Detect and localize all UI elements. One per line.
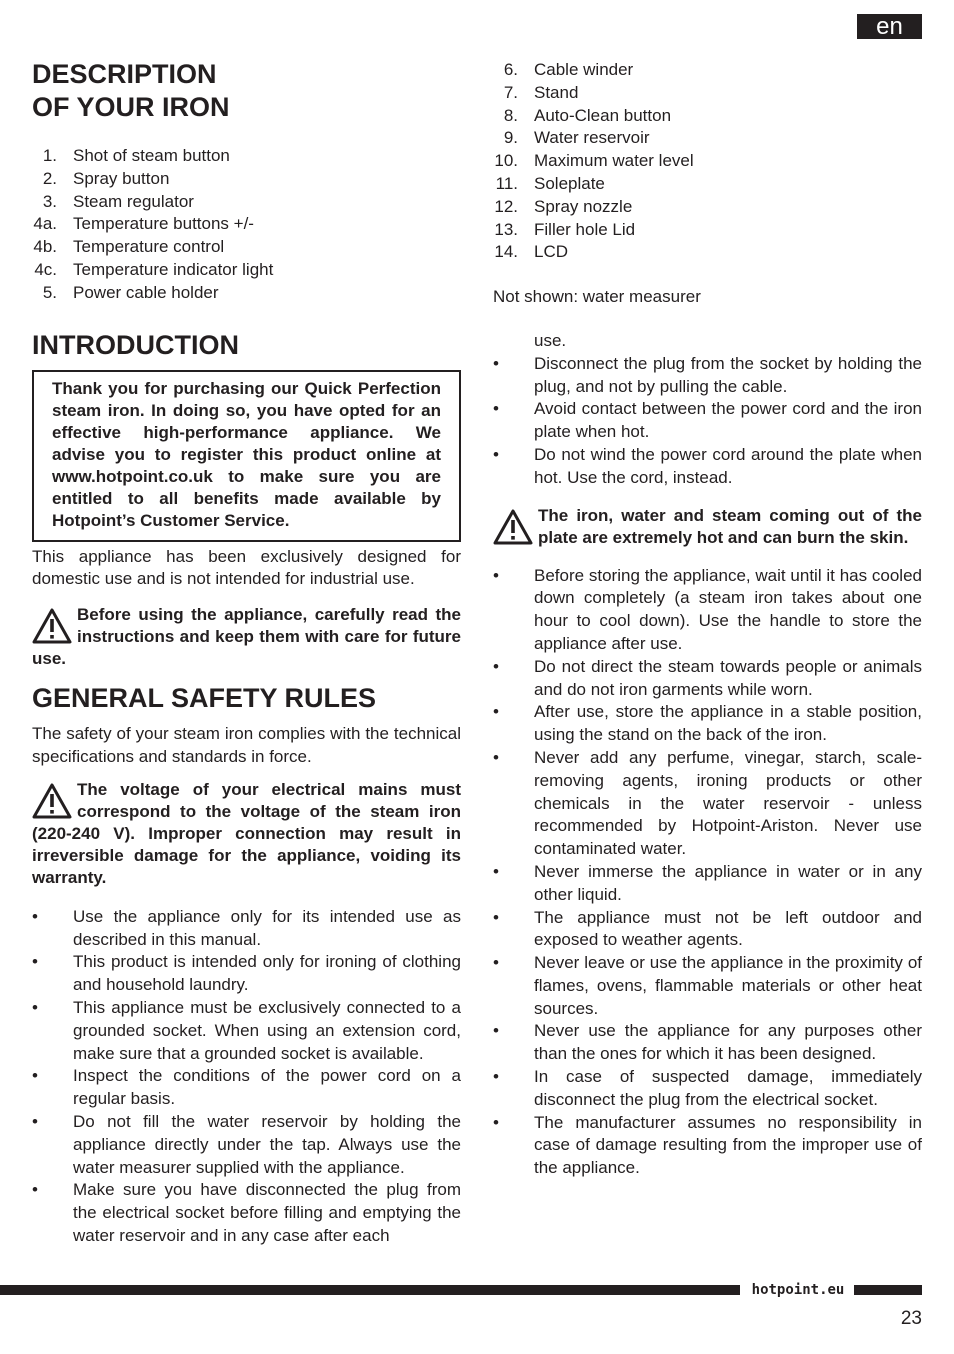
safety-bullet-item — [493, 701, 922, 747]
safety-bullets-right-a — [493, 353, 922, 490]
bullet-marker: • — [493, 861, 499, 881]
part-number: 13. — [494, 219, 518, 239]
part-number: 10. — [494, 151, 518, 171]
bullet-marker: • — [493, 907, 499, 927]
part-number: 2. — [42, 168, 57, 188]
footer-brand: hotpoint.eu — [751, 1282, 845, 1298]
safety-bullet-item — [32, 1179, 461, 1247]
bullet-text: Never leave or use the appliance in the proximity of flames, ovens, flammable materials or other heat sources. — [534, 953, 922, 1018]
bullet-text: Do not fill the water reservoir by holding the appliance directly under the tap. Always use the water measurer supplied with the appliance. — [73, 1111, 461, 1177]
part-label: Soleplate — [534, 173, 605, 193]
safety-bullet-item — [493, 1020, 922, 1066]
bullet-marker: • — [493, 1112, 499, 1132]
part-number: 1. — [42, 146, 57, 165]
warning-hot-text: The iron, water and steam coming out of the plate are extremely hot and can burn the skin. — [538, 505, 922, 547]
bullet-text: The appliance must not be left outdoor and exposed to weather agents. — [534, 907, 922, 950]
bullet-marker: • — [493, 353, 499, 373]
part-label: Cable winder — [534, 60, 634, 79]
bullet-marker: • — [493, 1021, 499, 1041]
part-number: 4b. — [33, 237, 57, 257]
left-column — [32, 0, 461, 1248]
part-number: 12. — [494, 196, 518, 216]
bullet-marker: • — [32, 1180, 38, 1200]
bullet-text: Before storing the appliance, wait until it has cooled down completely (a steam iron takes about one hour to cool down). Use the handle to store the appliance after use. — [534, 565, 922, 653]
part-list-item — [493, 173, 922, 196]
bullet-text: Do not wind the power cord around the plate when hot. Use the cord, instead. — [534, 444, 922, 487]
safety-bullet-item — [32, 951, 461, 997]
warning-triangle-icon — [32, 783, 72, 819]
part-label: Maximum water level — [534, 151, 694, 171]
part-list-item — [32, 282, 461, 305]
bullet-text: In case of suspected damage, immediately disconnect the plug from the electrical socket. — [534, 1067, 922, 1109]
description-title-line2: OF YOUR IRON — [32, 92, 230, 122]
safety-bullet-item — [493, 1066, 922, 1112]
safety-bullet-item — [493, 398, 922, 444]
part-list-item — [493, 241, 922, 264]
safety-bullet-item — [493, 444, 922, 490]
part-label: LCD — [534, 242, 569, 262]
part-label: Spray nozzle — [534, 196, 633, 216]
part-list-item — [493, 219, 922, 242]
warning-voltage-text: The voltage of your electrical mains must correspond to the voltage of the steam iron (220-240 V). Improper connection may result in irreversible damage for the appliance, voiding its warranty. — [32, 779, 461, 887]
part-number: 6. — [503, 60, 518, 79]
introduction-box — [32, 370, 461, 542]
part-list-item — [493, 105, 922, 128]
part-list-item — [493, 196, 922, 219]
part-list-item — [32, 259, 461, 282]
bullet-marker: • — [32, 997, 38, 1017]
part-label: Temperature buttons +/- — [73, 214, 254, 234]
safety-bullets-left — [32, 906, 461, 1248]
safety-paragraph: The safety of your steam iron complies with the technical specifications and standards in force. — [32, 724, 461, 766]
bullet-marker: • — [493, 1067, 499, 1087]
safety-bullet-item — [493, 952, 922, 1020]
part-number: 4c. — [34, 259, 57, 279]
introduction-box-text: Thank you for purchasing our Quick Perfection steam iron. In doing so, you have opted for an effective high-performance appliance. We advise you to register this product online at www.hotpoint.co.uk to make sure you are entitled to all benefits made available by Hotpoint’s Customer Service. — [52, 378, 441, 530]
bullet-marker: • — [493, 565, 499, 585]
footer-bar-left — [0, 1285, 740, 1295]
part-number: 11. — [495, 173, 518, 193]
introduction-title: INTRODUCTION — [32, 329, 239, 360]
parts-list-left — [32, 145, 461, 305]
bullet-marker: • — [32, 1066, 38, 1086]
page-number: 23 — [900, 1308, 922, 1329]
bullet-text: Inspect the conditions of the power cord on a regular basis. — [73, 1066, 461, 1109]
part-list-item — [32, 213, 461, 236]
part-label: Shot of steam button — [73, 146, 230, 165]
bullet-text: This appliance must be exclusively connected to a grounded socket. When using an extension cord, make sure that a grounded socket is available. — [73, 997, 461, 1063]
part-list-item — [493, 82, 922, 105]
part-list-item — [493, 127, 922, 150]
part-label: Filler hole Lid — [534, 219, 636, 239]
warning-read-instructions — [32, 604, 461, 670]
bullet-marker: • — [493, 702, 499, 722]
part-label: Power cable holder — [73, 282, 219, 302]
safety-bullet-item — [32, 906, 461, 952]
bullet-text: Make sure you have disconnected the plug from the electrical socket before filling and emptying the water reservoir and in any case after each — [73, 1180, 461, 1245]
bullet-marker: • — [32, 952, 38, 972]
parts-list-right — [493, 59, 922, 264]
part-label: Stand — [534, 82, 579, 102]
introduction-paragraph: This appliance has been exclusively designed for domestic use and is not intended for industrial use. — [32, 546, 461, 589]
bullet-marker: • — [493, 444, 499, 464]
part-list-item — [32, 191, 461, 214]
safety-bullet-item — [493, 1112, 922, 1180]
safety-bullet-item — [493, 656, 922, 702]
safety-bullet-item — [32, 997, 461, 1065]
part-label: Spray button — [73, 168, 170, 188]
part-number: 8. — [503, 105, 518, 125]
bullet-marker: • — [493, 399, 499, 419]
part-list-item — [493, 59, 922, 82]
safety-bullet-item — [493, 565, 922, 656]
bullet-marker: • — [493, 747, 499, 767]
warning-hot — [493, 505, 922, 549]
part-number: 4a. — [33, 214, 57, 234]
part-label: Auto-Clean button — [534, 105, 672, 125]
bullet-text: Avoid contact between the power cord and the iron plate when hot. — [534, 399, 922, 442]
bullet-text: The manufacturer assumes no responsibility in case of damage resulting from the improper use of the appliance. — [534, 1112, 922, 1178]
bullet-text: Never add any perfume, vinegar, starch, scale-removing agents, ironing products or other chemicals in the water reservoir - unless recommended by Hotpoint-Ariston. Never use contaminated water. — [534, 747, 922, 859]
warning-read-instructions-text: Before using the appliance, carefully read the instructions and keep them with care for future use. — [32, 605, 461, 669]
warning-voltage — [32, 779, 461, 889]
part-number: 7. — [503, 82, 518, 102]
bullet-marker: • — [493, 656, 499, 676]
part-number: 14. — [494, 242, 518, 262]
part-list-item — [493, 150, 922, 173]
part-label: Steam regulator — [73, 191, 194, 211]
bullet-marker: • — [32, 1111, 38, 1131]
part-label: Water reservoir — [534, 128, 650, 148]
description-title — [32, 58, 461, 124]
safety-bullet-item — [493, 907, 922, 953]
bullet-text: Do not direct the steam towards people or animals and do not iron garments while worn. — [534, 656, 922, 699]
footer-bar-right — [854, 1285, 922, 1295]
safety-bullet-item — [493, 861, 922, 907]
bullet-marker: • — [493, 953, 499, 973]
bullet-text: Never use the appliance for any purposes other than the ones for which it has been designed. — [534, 1021, 922, 1064]
not-shown-note: Not shown: water measurer — [493, 287, 701, 307]
bullet-marker: • — [32, 906, 38, 926]
bullet-text: Use the appliance only for its intended use as described in this manual. — [73, 906, 461, 949]
language-badge: en — [857, 14, 922, 39]
bullet-text: Never immerse the appliance in water or in any other liquid. — [534, 861, 922, 904]
part-label: Temperature indicator light — [73, 259, 274, 279]
bullet-text: After use, store the appliance in a stable position, using the stand on the back of the iron. — [534, 702, 922, 745]
right-column — [493, 0, 922, 1180]
bullet-text: Disconnect the plug from the socket by holding the plug, and not by pulling the cable. — [534, 353, 922, 396]
safety-bullet-item — [32, 1065, 461, 1111]
part-number: 9. — [503, 128, 518, 148]
safety-bullet-item — [493, 353, 922, 399]
bullet-text: This product is intended only for ironing of clothing and household laundry. — [73, 952, 461, 995]
part-number: 3. — [42, 191, 57, 211]
part-list-item — [32, 236, 461, 259]
safety-title: GENERAL SAFETY RULES — [32, 683, 377, 714]
safety-bullets-right-b — [493, 565, 922, 1181]
part-number: 5. — [42, 282, 57, 302]
description-title-line1: DESCRIPTION — [32, 59, 217, 89]
safety-bullet-item — [493, 747, 922, 861]
warning-triangle-icon — [493, 509, 533, 545]
continuation-text: use. — [534, 330, 567, 350]
warning-triangle-icon — [32, 608, 72, 644]
part-list-item — [32, 145, 461, 168]
safety-bullet-item — [32, 1111, 461, 1179]
part-list-item — [32, 168, 461, 191]
part-label: Temperature control — [73, 237, 225, 257]
